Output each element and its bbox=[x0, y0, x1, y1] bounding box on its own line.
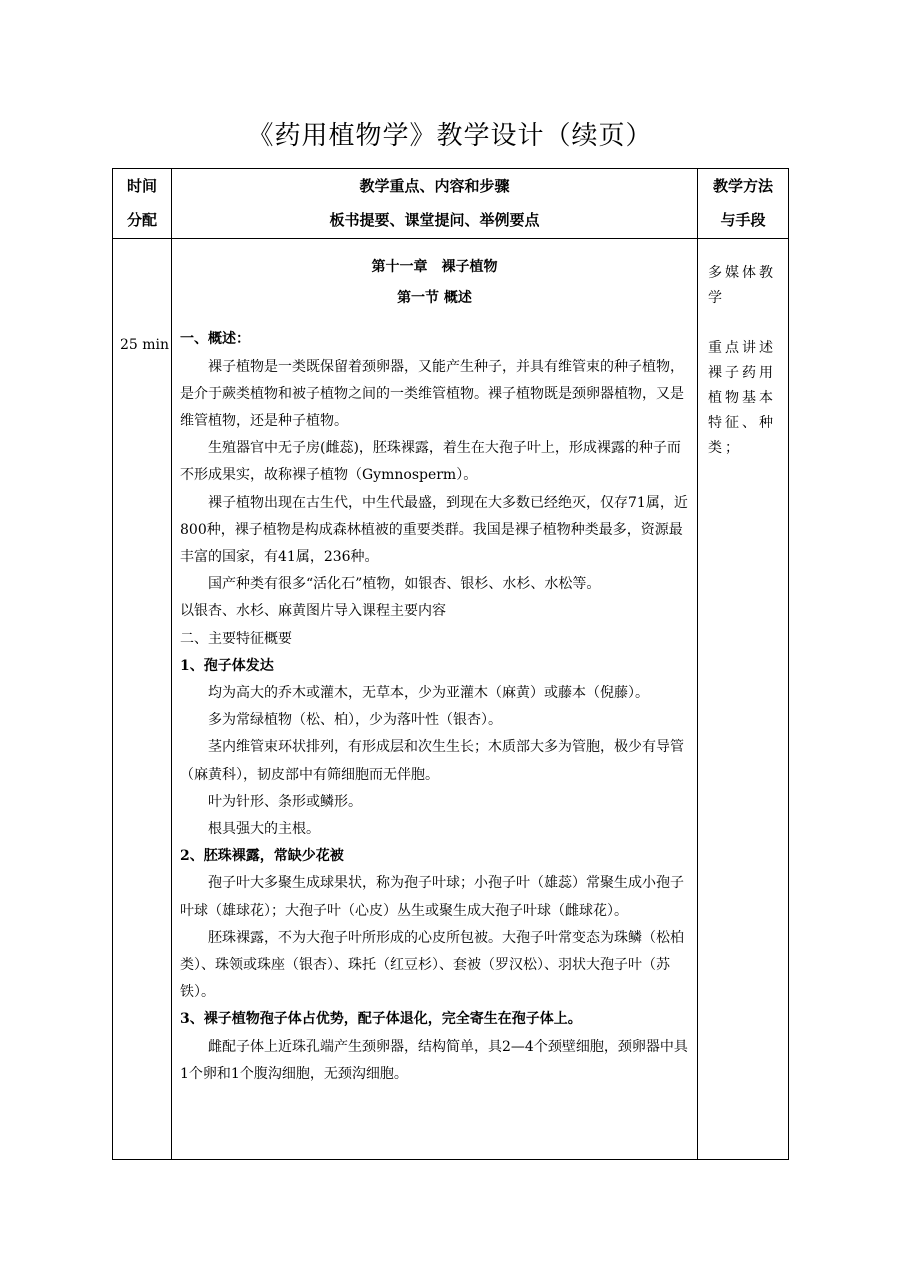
heading-main-features: 二、主要特征概要 bbox=[180, 630, 292, 647]
paragraph: 胚珠裸露，不为大孢子叶所形成的心皮所包被。大孢子叶常变态为珠鳞（松柏类）、珠领或珠座（银杏）、珠托（红豆杉）、套被（罗汉松）、羽状大孢子叶（苏铁）。 bbox=[180, 929, 684, 1001]
teaching-plan-table bbox=[112, 168, 789, 1160]
paragraph: 孢子叶大多聚生成球果状，称为孢子叶球；小孢子叶（雄蕊）常聚生成小孢子叶球（雄球花）；大孢子叶（心皮）丛生或聚生成大孢子叶球（雌球花）。 bbox=[180, 875, 684, 919]
paragraph: 雌配子体上近珠孔端产生颈卵器，结构简单，具2—4个颈壁细胞，颈卵器中具1个卵和1个腹沟细胞，无颈沟细胞。 bbox=[180, 1038, 688, 1082]
paragraph: 茎内维管束环状排列，有形成层和次生生长；木质部大多为管胞，极少有导管（麻黄科），韧皮部中有筛细胞而无伴胞。 bbox=[180, 739, 684, 783]
paragraph: 叶为针形、条形或鳞形。 bbox=[208, 793, 362, 810]
paragraph: 生殖器官中无子房(雌蕊)，胚珠裸露，着生在大孢子叶上，形成裸露的种子而不形成果实，故称裸子植物（Gymnosperm）。 bbox=[180, 440, 681, 484]
lesson-intro-note: 以银杏、水杉、麻黄图片导入课程主要内容 bbox=[180, 603, 446, 620]
section-title: 第一节 概述 bbox=[397, 290, 472, 307]
paragraph: 多为常绿植物（松、柏），少为落叶性（银杏）。 bbox=[208, 712, 502, 729]
header-teaching-content: 教学重点、内容和步骤 板书提要、课堂提问、举例要点 bbox=[172, 169, 698, 239]
paragraph: 裸子植物是一类既保留着颈卵器，又能产生种子，并具有维管束的种子植物，是介于蕨类植物和被子植物之间的一类维管植物。裸子植物既是颈卵器植物，又是维管植物，还是种子植物。 bbox=[180, 358, 684, 430]
paragraph: 均为高大的乔木或灌木，无草本，少为亚灌木（麻黄）或藤本（倪藤）。 bbox=[208, 685, 649, 702]
teaching-method-cell bbox=[698, 239, 789, 1160]
method-multimedia: 多媒体教学 bbox=[708, 265, 776, 306]
time-allocation-cell: 25 min bbox=[113, 239, 172, 1160]
method-focus: 重点讲述裸子药用植物基本特征、种类； bbox=[708, 340, 776, 456]
subheading-sporophyte: 1、孢子体发达 bbox=[180, 657, 274, 674]
heading-overview: 一、概述： bbox=[180, 331, 250, 348]
table-body-row bbox=[113, 239, 789, 1160]
header-time-allocation: 时间 分配 bbox=[113, 169, 172, 239]
paragraph: 国产种类有很多“活化石”植物，如银杏、银杉、水杉、水松等。 bbox=[208, 576, 601, 593]
table-header-row bbox=[113, 169, 789, 239]
content-cell bbox=[172, 239, 698, 1160]
subheading-gametophyte: 3、裸子植物孢子体占优势，配子体退化，完全寄生在孢子体上。 bbox=[180, 1011, 582, 1028]
subheading-ovule: 2、胚珠裸露，常缺少花被 bbox=[180, 848, 344, 865]
chapter-title: 第十一章 裸子植物 bbox=[371, 259, 498, 275]
paragraph: 根具强大的主根。 bbox=[208, 821, 320, 838]
header-teaching-method: 教学方法 与手段 bbox=[698, 169, 789, 239]
document-title: 《药用植物学》教学设计（续页） bbox=[247, 121, 653, 151]
paragraph: 裸子植物出现在古生代，中生代最盛，到现在大多数已经绝灭，仅存71属，近800种，裸子植物是构成森林植被的重要类群。我国是裸子植物种类最多，资源最丰富的国家，有41属，236种。 bbox=[180, 494, 688, 566]
